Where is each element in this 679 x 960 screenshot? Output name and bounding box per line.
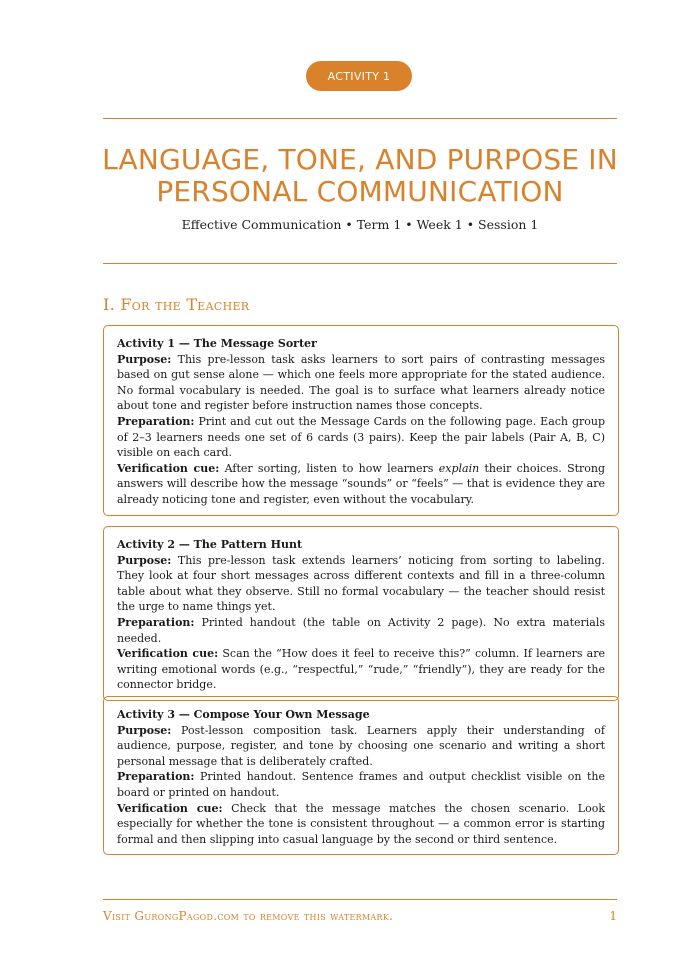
verification-text: Check that the message matches the chosen scenario. Look especially for whether the tone is consistent throughout — a common error is starting formal and then slipping into casual language by the second or third sentence. [117,801,606,846]
card-purpose [117,352,605,414]
preparation-label: Preparation: [117,615,195,629]
verification-emphasis: explain [438,461,480,475]
card-verification [117,461,605,508]
card-purpose [117,553,605,615]
footer-rule [103,899,617,900]
activity-card-3 [103,696,619,855]
preparation-text: Printed handout (the table on Activity 2 page). No extra materials needed. [117,615,606,645]
purpose-label: Purpose: [117,553,172,567]
card-preparation [117,414,605,461]
activity-card-1 [103,325,619,516]
purpose-text: This pre-lesson task asks learners to sort pairs of contrasting messages based on gut sense alone — which one feels more appropriate for the stated audience. No formal vocabulary is needed. The goal is to surface what learners already notice about tone and register before instruction names those concepts. [117,352,606,413]
card-preparation [117,615,605,646]
card-verification [117,801,605,848]
preparation-text: Printed handout. Sentence frames and output checklist visible on the board or printed on handout. [117,770,605,799]
verification-text-post: their choices. Strong answers will describe how the message “sounds” or “feels” — that is evidence they are already noticing tone and register, even without the vocabulary. [117,461,606,506]
preparation-label: Preparation: [117,770,195,784]
preparation-text: Print and cut out the Message Cards on the following page. Each group of 2–3 learners needs one set of 6 cards (3 pairs). Keep the pair labels (Pair A, B, C) visible on each card. [117,414,606,460]
card-preparation [117,769,605,800]
card-verification [117,646,605,693]
header-top-rule [103,118,617,119]
verification-label: Verification cue: [117,647,219,661]
card-title: Activity 3 — Compose Your Own Message [117,708,370,721]
card-title: Activity 2 — The Pattern Hunt [117,538,303,551]
verification-text: Scan the “How does it feel to receive this?” column. If learners are writing emotional words (e.g., “respectful,” “rude,” “friendly”), they are ready for the connector bridge. [117,647,606,692]
section-heading: I. For the Teacher [103,295,250,314]
activity-card-2 [103,526,619,701]
page-subtitle: Effective Communication • Term 1 • Week 1 • Session 1 [181,217,539,232]
purpose-text: Post-lesson composition task. Learners apply their understanding of audience, purpose, register, and tone by choosing one scenario and writing a short personal message that is deliberately crafted. [117,723,605,768]
purpose-label: Purpose: [117,352,172,366]
purpose-label: Purpose: [117,723,172,737]
card-purpose [117,723,605,770]
activity-badge: ACTIVITY 1 [306,61,412,91]
verification-label: Verification cue: [117,461,220,475]
page-number: 1 [609,909,617,923]
card-title: Activity 1 — The Message Sorter [117,337,317,350]
verification-label: Verification cue: [117,801,223,815]
purpose-text: This pre-lesson task extends learners’ noticing from sorting to labeling. They look at four short messages across different contexts and fill in a three-column table about what they observe. Still no formal vocabulary — the teacher should resist the urge to name things yet. [117,553,606,614]
header-bottom-rule [103,263,617,264]
page-title: LANGUAGE, TONE, AND PURPOSE IN PERSONAL COMMUNICATION [102,143,618,208]
preparation-label: Preparation: [117,414,195,428]
verification-text-pre: After sorting, listen to how learners [224,461,434,475]
footer-watermark[interactable]: Visit GurongPagod.com to remove this watermark. [103,909,394,923]
